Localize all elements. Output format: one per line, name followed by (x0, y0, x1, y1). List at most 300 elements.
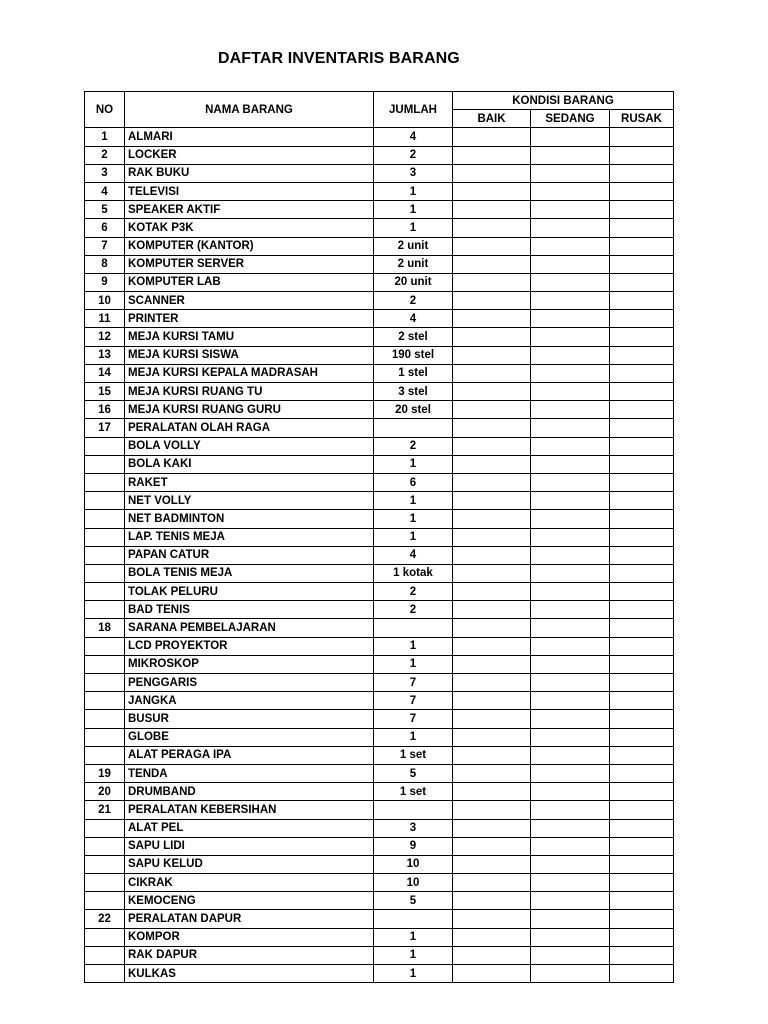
condition-rusak-cell (610, 201, 674, 219)
item-quantity: 190 stel (374, 346, 453, 364)
row-number: 11 (85, 310, 125, 328)
condition-baik-cell (453, 874, 531, 892)
row-number (85, 728, 125, 746)
condition-sedang-cell (531, 910, 610, 928)
condition-sedang-cell (531, 182, 610, 200)
table-row (85, 819, 674, 837)
table-row (85, 273, 674, 291)
condition-sedang-cell (531, 528, 610, 546)
condition-sedang-cell (531, 564, 610, 582)
table-row (85, 219, 674, 237)
row-number (85, 601, 125, 619)
condition-baik-cell (453, 710, 531, 728)
condition-rusak-cell (610, 564, 674, 582)
condition-rusak-cell (610, 655, 674, 673)
condition-sedang-cell (531, 837, 610, 855)
item-name: RAKET (125, 473, 374, 491)
table-row (85, 146, 674, 164)
condition-rusak-cell (610, 874, 674, 892)
condition-baik-cell (453, 364, 531, 382)
table-row (85, 237, 674, 255)
item-name: SAPU KELUD (125, 855, 374, 873)
condition-baik-cell (453, 837, 531, 855)
item-name: SPEAKER AKTIF (125, 201, 374, 219)
row-number (85, 692, 125, 710)
condition-baik-cell (453, 492, 531, 510)
header-nama-barang: NAMA BARANG (125, 92, 374, 128)
condition-rusak-cell (610, 364, 674, 382)
table-row (85, 692, 674, 710)
item-name: PAPAN CATUR (125, 546, 374, 564)
condition-rusak-cell (610, 528, 674, 546)
row-number (85, 674, 125, 692)
table-row (85, 182, 674, 200)
item-quantity: 4 (374, 546, 453, 564)
condition-sedang-cell (531, 328, 610, 346)
item-quantity: 10 (374, 874, 453, 892)
item-name: ALMARI (125, 128, 374, 146)
table-row (85, 928, 674, 946)
row-number: 1 (85, 128, 125, 146)
condition-sedang-cell (531, 273, 610, 291)
condition-baik-cell (453, 728, 531, 746)
table-row (85, 255, 674, 273)
condition-rusak-cell (610, 146, 674, 164)
condition-baik-cell (453, 346, 531, 364)
item-quantity: 1 (374, 201, 453, 219)
condition-baik-cell (453, 546, 531, 564)
condition-baik-cell (453, 855, 531, 873)
row-number (85, 892, 125, 910)
condition-rusak-cell (610, 437, 674, 455)
row-number (85, 746, 125, 764)
condition-baik-cell (453, 419, 531, 437)
item-quantity: 2 (374, 146, 453, 164)
condition-rusak-cell (610, 892, 674, 910)
condition-sedang-cell (531, 310, 610, 328)
item-quantity (374, 619, 453, 637)
condition-sedang-cell (531, 401, 610, 419)
condition-baik-cell (453, 801, 531, 819)
row-number: 3 (85, 164, 125, 182)
header-kondisi-barang: KONDISI BARANG (453, 92, 674, 110)
row-number (85, 583, 125, 601)
row-number: 12 (85, 328, 125, 346)
item-quantity (374, 419, 453, 437)
condition-rusak-cell (610, 273, 674, 291)
condition-sedang-cell (531, 583, 610, 601)
item-quantity: 9 (374, 837, 453, 855)
table-row (85, 292, 674, 310)
condition-baik-cell (453, 128, 531, 146)
condition-baik-cell (453, 473, 531, 491)
table-row (85, 655, 674, 673)
item-quantity: 20 unit (374, 273, 453, 291)
condition-baik-cell (453, 910, 531, 928)
condition-sedang-cell (531, 601, 610, 619)
item-name: KOMPUTER SERVER (125, 255, 374, 273)
condition-rusak-cell (610, 637, 674, 655)
table-row (85, 910, 674, 928)
row-number (85, 473, 125, 491)
condition-sedang-cell (531, 619, 610, 637)
table-row (85, 473, 674, 491)
condition-sedang-cell (531, 946, 610, 964)
header-no: NO (85, 92, 125, 128)
row-number: 10 (85, 292, 125, 310)
condition-sedang-cell (531, 128, 610, 146)
item-name: ALAT PERAGA IPA (125, 746, 374, 764)
item-quantity: 2 (374, 437, 453, 455)
item-name: ALAT PEL (125, 819, 374, 837)
condition-sedang-cell (531, 783, 610, 801)
table-row (85, 455, 674, 473)
item-quantity: 1 (374, 182, 453, 200)
row-number (85, 946, 125, 964)
item-name: TOLAK PELURU (125, 583, 374, 601)
item-quantity: 2 (374, 292, 453, 310)
condition-baik-cell (453, 965, 531, 983)
condition-baik-cell (453, 437, 531, 455)
table-row (85, 164, 674, 182)
condition-rusak-cell (610, 546, 674, 564)
table-row (85, 201, 674, 219)
condition-rusak-cell (610, 965, 674, 983)
item-name: SCANNER (125, 292, 374, 310)
row-number (85, 510, 125, 528)
condition-rusak-cell (610, 783, 674, 801)
item-name: RAK BUKU (125, 164, 374, 182)
condition-rusak-cell (610, 255, 674, 273)
item-name: BOLA TENIS MEJA (125, 564, 374, 582)
condition-rusak-cell (610, 928, 674, 946)
condition-sedang-cell (531, 819, 610, 837)
condition-rusak-cell (610, 910, 674, 928)
row-number: 19 (85, 764, 125, 782)
item-quantity: 20 stel (374, 401, 453, 419)
item-name: NET BADMINTON (125, 510, 374, 528)
condition-baik-cell (453, 219, 531, 237)
table-row (85, 128, 674, 146)
condition-sedang-cell (531, 855, 610, 873)
condition-baik-cell (453, 328, 531, 346)
row-number (85, 437, 125, 455)
table-row (85, 492, 674, 510)
condition-rusak-cell (610, 219, 674, 237)
condition-baik-cell (453, 201, 531, 219)
condition-sedang-cell (531, 655, 610, 673)
condition-baik-cell (453, 928, 531, 946)
condition-baik-cell (453, 674, 531, 692)
row-number (85, 855, 125, 873)
table-row (85, 364, 674, 382)
item-name: MEJA KURSI SISWA (125, 346, 374, 364)
condition-baik-cell (453, 564, 531, 582)
item-name: BOLA VOLLY (125, 437, 374, 455)
table-row (85, 601, 674, 619)
item-name: LOCKER (125, 146, 374, 164)
condition-sedang-cell (531, 492, 610, 510)
table-row (85, 892, 674, 910)
item-quantity: 1 (374, 946, 453, 964)
row-number (85, 492, 125, 510)
item-name: MEJA KURSI RUANG TU (125, 383, 374, 401)
item-name: LCD PROYEKTOR (125, 637, 374, 655)
condition-sedang-cell (531, 692, 610, 710)
condition-sedang-cell (531, 746, 610, 764)
condition-baik-cell (453, 692, 531, 710)
condition-sedang-cell (531, 419, 610, 437)
condition-sedang-cell (531, 637, 610, 655)
row-number (85, 837, 125, 855)
item-name: PERALATAN DAPUR (125, 910, 374, 928)
condition-baik-cell (453, 510, 531, 528)
item-name: KOTAK P3K (125, 219, 374, 237)
item-quantity: 2 (374, 583, 453, 601)
header-jumlah: JUMLAH (374, 92, 453, 128)
condition-sedang-cell (531, 255, 610, 273)
row-number: 15 (85, 383, 125, 401)
item-quantity: 1 (374, 655, 453, 673)
table-row (85, 710, 674, 728)
item-quantity: 4 (374, 310, 453, 328)
condition-rusak-cell (610, 328, 674, 346)
item-name: BAD TENIS (125, 601, 374, 619)
condition-baik-cell (453, 383, 531, 401)
item-name: KEMOCENG (125, 892, 374, 910)
condition-rusak-cell (610, 510, 674, 528)
condition-baik-cell (453, 746, 531, 764)
table-row (85, 619, 674, 637)
condition-baik-cell (453, 583, 531, 601)
condition-baik-cell (453, 655, 531, 673)
item-quantity: 2 stel (374, 328, 453, 346)
inventory-table (84, 91, 674, 983)
header-rusak: RUSAK (610, 110, 674, 128)
item-name: SARANA PEMBELAJARAN (125, 619, 374, 637)
table-row (85, 310, 674, 328)
row-number: 7 (85, 237, 125, 255)
condition-rusak-cell (610, 819, 674, 837)
condition-rusak-cell (610, 346, 674, 364)
condition-baik-cell (453, 255, 531, 273)
condition-baik-cell (453, 601, 531, 619)
condition-sedang-cell (531, 510, 610, 528)
item-quantity: 10 (374, 855, 453, 873)
inventory-table-body (85, 128, 674, 983)
table-row (85, 746, 674, 764)
table-row (85, 437, 674, 455)
header-baik: BAIK (453, 110, 531, 128)
table-row (85, 946, 674, 964)
condition-rusak-cell (610, 674, 674, 692)
item-name: GLOBE (125, 728, 374, 746)
condition-rusak-cell (610, 310, 674, 328)
item-quantity: 1 stel (374, 364, 453, 382)
condition-sedang-cell (531, 874, 610, 892)
table-row (85, 837, 674, 855)
item-quantity: 1 (374, 928, 453, 946)
condition-sedang-cell (531, 146, 610, 164)
item-quantity: 1 (374, 492, 453, 510)
condition-baik-cell (453, 164, 531, 182)
condition-sedang-cell (531, 364, 610, 382)
item-name: BOLA KAKI (125, 455, 374, 473)
condition-sedang-cell (531, 346, 610, 364)
row-number (85, 965, 125, 983)
table-row (85, 764, 674, 782)
condition-rusak-cell (610, 601, 674, 619)
condition-sedang-cell (531, 237, 610, 255)
row-number (85, 455, 125, 473)
condition-baik-cell (453, 764, 531, 782)
table-row (85, 419, 674, 437)
item-name: MEJA KURSI KEPALA MADRASAH (125, 364, 374, 382)
condition-rusak-cell (610, 801, 674, 819)
table-row (85, 528, 674, 546)
row-number (85, 655, 125, 673)
table-row (85, 674, 674, 692)
item-quantity: 4 (374, 128, 453, 146)
condition-sedang-cell (531, 764, 610, 782)
table-row (85, 783, 674, 801)
condition-baik-cell (453, 619, 531, 637)
item-quantity: 6 (374, 473, 453, 491)
table-row (85, 401, 674, 419)
item-quantity: 7 (374, 674, 453, 692)
condition-rusak-cell (610, 419, 674, 437)
item-name: TELEVISI (125, 182, 374, 200)
item-quantity: 1 (374, 219, 453, 237)
condition-baik-cell (453, 401, 531, 419)
condition-rusak-cell (610, 855, 674, 873)
item-name: KOMPUTER (KANTOR) (125, 237, 374, 255)
condition-rusak-cell (610, 837, 674, 855)
table-row (85, 874, 674, 892)
header-sedang: SEDANG (531, 110, 610, 128)
row-number: 4 (85, 182, 125, 200)
item-name: DRUMBAND (125, 783, 374, 801)
row-number (85, 874, 125, 892)
row-number: 18 (85, 619, 125, 637)
condition-baik-cell (453, 310, 531, 328)
condition-rusak-cell (610, 383, 674, 401)
item-quantity: 3 (374, 819, 453, 837)
item-quantity: 1 (374, 965, 453, 983)
condition-sedang-cell (531, 383, 610, 401)
item-quantity: 3 stel (374, 383, 453, 401)
condition-rusak-cell (610, 128, 674, 146)
condition-baik-cell (453, 783, 531, 801)
condition-rusak-cell (610, 164, 674, 182)
item-name: MEJA KURSI TAMU (125, 328, 374, 346)
table-row (85, 583, 674, 601)
row-number (85, 637, 125, 655)
condition-rusak-cell (610, 710, 674, 728)
row-number: 9 (85, 273, 125, 291)
condition-sedang-cell (531, 728, 610, 746)
item-quantity: 1 (374, 637, 453, 655)
condition-baik-cell (453, 946, 531, 964)
condition-sedang-cell (531, 965, 610, 983)
condition-rusak-cell (610, 692, 674, 710)
condition-baik-cell (453, 273, 531, 291)
condition-rusak-cell (610, 182, 674, 200)
condition-baik-cell (453, 819, 531, 837)
row-number: 6 (85, 219, 125, 237)
item-name: LAP. TENIS MEJA (125, 528, 374, 546)
condition-rusak-cell (610, 492, 674, 510)
item-name: JANGKA (125, 692, 374, 710)
table-row (85, 328, 674, 346)
condition-baik-cell (453, 292, 531, 310)
row-number (85, 564, 125, 582)
table-row (85, 965, 674, 983)
condition-sedang-cell (531, 201, 610, 219)
item-quantity: 1 set (374, 783, 453, 801)
item-name: PERALATAN OLAH RAGA (125, 419, 374, 437)
item-quantity: 2 unit (374, 237, 453, 255)
item-name: SAPU LIDI (125, 837, 374, 855)
item-name: NET VOLLY (125, 492, 374, 510)
item-quantity (374, 910, 453, 928)
row-number (85, 710, 125, 728)
condition-rusak-cell (610, 292, 674, 310)
table-row (85, 801, 674, 819)
item-quantity: 1 set (374, 746, 453, 764)
condition-rusak-cell (610, 746, 674, 764)
item-name: BUSUR (125, 710, 374, 728)
item-name: MEJA KURSI RUANG GURU (125, 401, 374, 419)
item-quantity: 1 (374, 455, 453, 473)
item-quantity: 7 (374, 710, 453, 728)
condition-sedang-cell (531, 437, 610, 455)
item-quantity: 1 (374, 528, 453, 546)
row-number: 5 (85, 201, 125, 219)
table-row (85, 855, 674, 873)
item-name: RAK DAPUR (125, 946, 374, 964)
item-name: PERALATAN KEBERSIHAN (125, 801, 374, 819)
item-name: PRINTER (125, 310, 374, 328)
table-row (85, 564, 674, 582)
condition-baik-cell (453, 637, 531, 655)
item-quantity: 2 (374, 601, 453, 619)
item-name: KOMPOR (125, 928, 374, 946)
row-number: 20 (85, 783, 125, 801)
condition-baik-cell (453, 455, 531, 473)
table-row (85, 383, 674, 401)
condition-rusak-cell (610, 728, 674, 746)
condition-rusak-cell (610, 237, 674, 255)
item-name: TENDA (125, 764, 374, 782)
row-number: 8 (85, 255, 125, 273)
condition-rusak-cell (610, 946, 674, 964)
condition-rusak-cell (610, 455, 674, 473)
item-quantity: 2 unit (374, 255, 453, 273)
condition-sedang-cell (531, 801, 610, 819)
condition-baik-cell (453, 892, 531, 910)
row-number: 13 (85, 346, 125, 364)
row-number (85, 928, 125, 946)
condition-rusak-cell (610, 583, 674, 601)
condition-sedang-cell (531, 710, 610, 728)
table-row (85, 728, 674, 746)
row-number: 14 (85, 364, 125, 382)
condition-sedang-cell (531, 219, 610, 237)
document-title: DAFTAR INVENTARIS BARANG (218, 50, 460, 67)
condition-sedang-cell (531, 292, 610, 310)
item-quantity (374, 801, 453, 819)
